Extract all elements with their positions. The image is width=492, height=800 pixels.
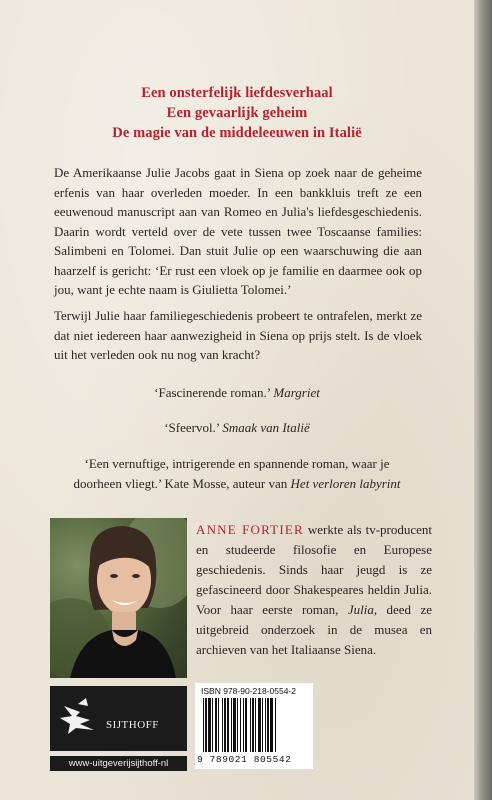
barcode-bar xyxy=(222,698,223,752)
publisher-name: SIJTHOFF xyxy=(106,719,159,731)
quote-book-title: Het verloren labyrint xyxy=(290,475,401,491)
barcode-bar xyxy=(237,698,238,752)
barcode-bar xyxy=(208,698,211,752)
quote-source: Margriet xyxy=(273,385,320,400)
barcode-bar xyxy=(243,698,244,752)
barcode-bar xyxy=(252,698,254,752)
page-edge xyxy=(474,0,492,800)
barcode-bar xyxy=(240,698,241,752)
author-name: ANNE FORTIER xyxy=(196,522,304,537)
quote-text: ‘Sfeervol.’ xyxy=(164,420,220,435)
synopsis-paragraph-1: De Amerikaanse Julie Jacobs gaat in Siena op zoek naar de geheime erfenis van haar overleden moeder. In een bankkluis treft ze een eeuwenoud manuscript aan van Romeo en Julia's liefdesgeschiedenis. Daarin wordt verteld over de vete tussen twee Toscaanse families: Salimbeni en Tolomei. Dan stuit Julie op een waarschuwing die aan haarzelf is gericht: ‘Er rust een vloek op je familie en daarmee ook op jou, want je echte naam is Giulietta Tolomei.’ xyxy=(54,165,422,297)
barcode-bar xyxy=(258,698,261,752)
barcode-bar xyxy=(231,698,232,752)
isbn-barcode-block xyxy=(195,683,313,769)
barcode-bar xyxy=(265,698,266,752)
bio-book-title: Julia xyxy=(347,602,374,617)
author-photo xyxy=(50,518,187,678)
tagline: De magie van de middeleeuwen in Italië xyxy=(112,125,362,141)
barcode-bar xyxy=(245,698,247,752)
barcode-bar xyxy=(255,698,256,752)
barcode-bar xyxy=(203,698,204,752)
quote-text: ‘Fascinerende roman.’ xyxy=(154,385,271,400)
quote-source: Smaak van Italië xyxy=(222,420,310,435)
barcode-bar xyxy=(233,698,236,752)
barcode-bar xyxy=(218,698,219,752)
barcode-bar xyxy=(270,698,273,752)
isbn-label: ISBN 978-90-218-0554-2 xyxy=(201,686,296,696)
quote-line xyxy=(0,474,474,494)
review-quote xyxy=(0,383,474,403)
barcode-bar xyxy=(215,698,217,752)
barcode-digits: 9 789021 805542 xyxy=(197,754,292,765)
synopsis-paragraph-2: Terwijl Julie haar familiegeschiedenis probeert te ontrafelen, merkt ze dat niet iedereen haar aanwezigheid in Siena op prijs stelt. Is de vloek uit het verleden ook nu nog van kracht? xyxy=(54,308,422,362)
author-bio xyxy=(196,520,432,660)
barcode-bar xyxy=(250,698,251,752)
barcode-bar xyxy=(224,698,226,752)
taglines xyxy=(0,83,474,143)
bio-text: , deed ze uitgebreid onderzoek in de musea en archieven van het Italiaanse Siena. xyxy=(196,602,432,657)
barcode-bar xyxy=(212,698,213,752)
publisher-website: www-uitgeverijsijthoff-nl xyxy=(50,756,187,771)
publisher-logo xyxy=(50,686,187,751)
quote-line: ‘Een vernuftige, intrigerende en spannende roman, waar je xyxy=(84,456,390,471)
barcode xyxy=(201,698,307,754)
review-quote xyxy=(0,418,474,438)
barcode-bar xyxy=(267,698,269,752)
bio-text: werkte als tv-producent en studeerde filosofie en Europese geschiedenis. Sinds haar jeugd is ze gefascineerd door Shakespeares heldin Julia. Voor haar eerste roman, xyxy=(196,522,433,617)
barcode-bar xyxy=(227,698,229,752)
tagline: Een onsterfelijk liefdesverhaal xyxy=(141,85,333,101)
barcode-bar xyxy=(205,698,207,752)
tagline: Een gevaarlijk geheim xyxy=(166,105,308,121)
review-quote xyxy=(0,454,474,493)
quote-attribution: doorheen vliegt.’ Kate Mosse, auteur van xyxy=(73,475,291,491)
barcode-bar xyxy=(275,698,276,752)
barcode-bar xyxy=(262,698,263,752)
